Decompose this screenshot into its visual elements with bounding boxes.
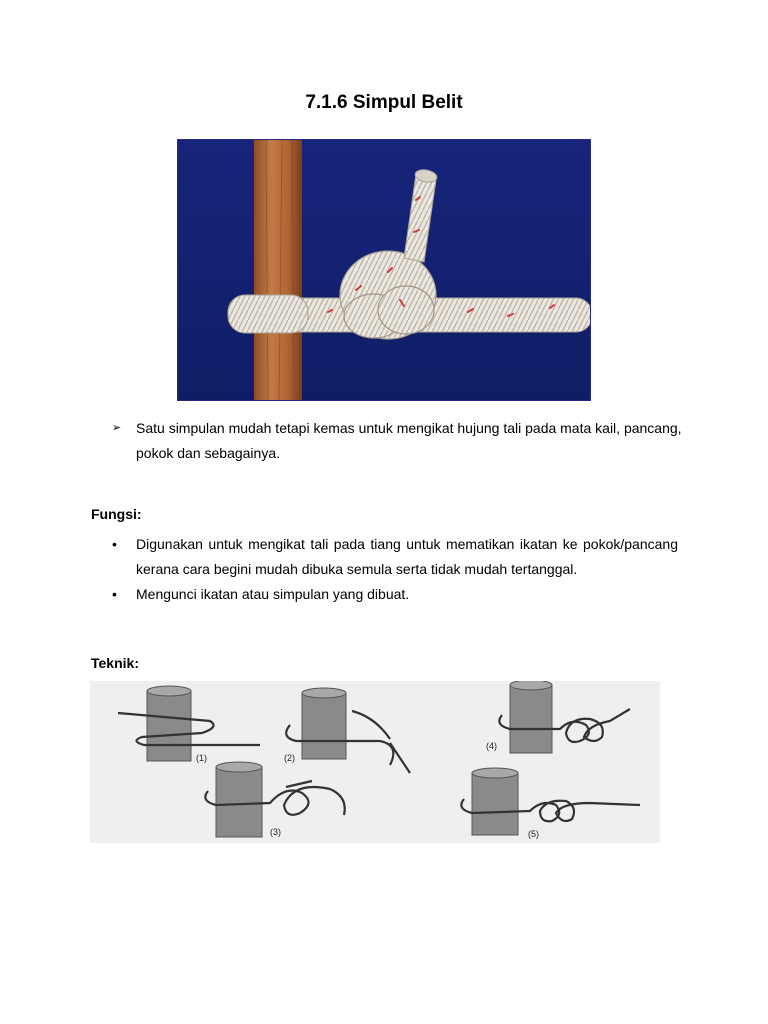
fungsi-list — [112, 532, 678, 607]
list-item — [112, 532, 678, 582]
step-label: (1) — [196, 753, 207, 763]
teknik-heading: Teknik: — [91, 655, 139, 671]
arrowhead-bullet-icon: ➢ — [112, 422, 122, 434]
intro-paragraph — [112, 416, 682, 466]
knot-photo — [177, 139, 591, 401]
step-label: (3) — [270, 827, 281, 837]
fungsi-heading: Fungsi: — [91, 506, 142, 522]
bullet-icon: • — [112, 586, 117, 602]
step-label: (5) — [528, 829, 539, 839]
bullet-icon: • — [112, 536, 117, 552]
list-item — [112, 582, 678, 607]
step-label: (4) — [486, 741, 497, 751]
fungsi-item-1: Digunakan untuk mengikat tali pada tiang untuk mematikan ikatan ke pokok/pancang kerana cara begini mudah dibuka semula serta tidak mudah tertanggal. — [136, 536, 678, 577]
intro-text: Satu simpulan mudah tetapi kemas untuk mengikat hujung tali pada mata kail, pancang, pokok dan sebagainya. — [136, 420, 682, 461]
step-label: (2) — [284, 753, 295, 763]
technique-diagram — [90, 681, 660, 843]
fungsi-item-2: Mengunci ikatan atau simpulan yang dibuat. — [136, 586, 410, 602]
section-title: 7.1.6 Simpul Belit — [305, 92, 463, 113]
